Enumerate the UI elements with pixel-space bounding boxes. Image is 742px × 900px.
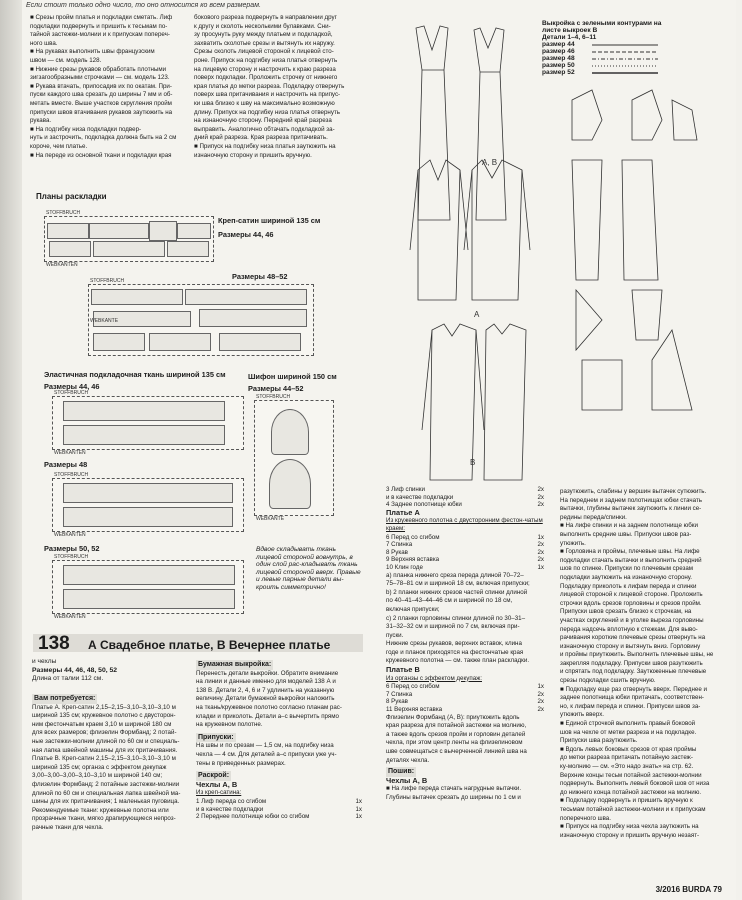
stoffbruch-label: STOFFBRUCH	[90, 278, 125, 284]
pattern-sheet-title: Выкройка с зелеными контурами на листе выкроек В	[542, 20, 662, 34]
piece-quantity: 2x	[537, 690, 544, 698]
cutting-row	[386, 556, 544, 564]
text-line: дний край разреза. Края разреза притачивать.	[194, 134, 328, 142]
stoffbruch-label: STOFFBRUCH	[54, 390, 89, 396]
issue-number: 3/2016	[655, 885, 681, 894]
text-line: выправить. Аналогично обтачать подкладкой за-	[194, 125, 335, 133]
text-line: ■ Вдоль левых боковых срезов от края проймы	[560, 745, 697, 753]
dress-a-extra	[386, 572, 544, 666]
pattern-piece	[63, 565, 235, 585]
pattern-piece	[89, 223, 149, 239]
layout-1-title: Креп-сатин шириной 135 см	[218, 216, 321, 225]
size-line-sample	[590, 42, 660, 48]
size-label: размер 44	[542, 41, 575, 48]
text-line: ного шва.	[30, 39, 58, 47]
cutting-row	[386, 691, 544, 699]
text-line: утюжить вверх.	[560, 711, 605, 719]
text-line: тесьмам потайной застежки-молнии и к припускам	[560, 805, 706, 813]
header-note: Если стоит только одно число, то оно относится ко всем размерам.	[26, 2, 261, 9]
layout-4-sizes: Размеры 48	[44, 460, 88, 469]
instructions-text-left	[30, 14, 188, 159]
materials-section	[32, 694, 190, 894]
text-line: ■ Припуск на подгибку низа чехла заутюжить на	[560, 823, 699, 831]
text-line: 31–32–32 см и шириной по 7 см, включая при-	[386, 623, 520, 631]
cutting-list-continued	[386, 486, 544, 509]
piece-name: 6 Перед со сгибом	[386, 533, 440, 541]
stoffbruch-label: STOFFBRUCH	[256, 394, 291, 400]
piece-name: 6 Перед со сгибом	[386, 683, 440, 691]
text-line: ная лапка швейной машины для их притачивания.	[32, 746, 178, 754]
text-line: ■ Рукава втачать, припосадив их по окатам. При-	[30, 82, 172, 90]
text-line: шве совмещаться с вычерченной линией шва на	[386, 748, 527, 755]
model-suffix: и чехлы	[32, 658, 57, 665]
pattern-piece	[91, 289, 183, 305]
text-line: Припуски шва разутюжить.	[560, 737, 638, 745]
text-line: ку-молнию — см. «Это надо знать» на стр. 62.	[560, 763, 694, 770]
cutting-fabric: Из креп-сатина:	[196, 789, 242, 797]
text-line: Припуски швов срезать близко к строчкам, на	[560, 608, 692, 616]
layout-2-sizes: Размеры 48–52	[232, 272, 288, 281]
size-legend-row	[542, 55, 738, 62]
dress-figures-ab	[410, 20, 534, 310]
text-line: швом — см. модель 128.	[30, 56, 102, 64]
layout-plan-2	[88, 284, 314, 356]
text-line: на изнаночную сторону. Передний край разреза	[194, 117, 332, 125]
text-line: включая припуски;	[386, 605, 440, 613]
text-line: величину. Детали бумажной выкройки наложить	[196, 695, 335, 703]
sewing-subheading: Чехлы А, В	[386, 775, 428, 785]
size-label: размер 52	[542, 69, 575, 76]
layout-plan-1	[44, 216, 214, 262]
piece-name: 2 Переднее полотнище юбки со сгибом	[196, 813, 310, 821]
piece-quantity: 2x	[537, 501, 544, 509]
text-line: 138 В. Детали 2, 4, 6 и 7 удлинить на указанную	[196, 686, 335, 694]
pattern-piece	[63, 507, 233, 527]
text-line: ■ На лифе спинки и на заднем полотнище юбки	[560, 522, 698, 530]
piece-quantity: 1x	[355, 797, 362, 805]
dress-figures-b	[422, 320, 532, 490]
text-line: ■ Нижние срезы рукавов обработать плотными	[30, 65, 167, 73]
text-line: поверх подкладки. Проложить строчку от нижнего	[194, 74, 338, 82]
text-line: Платье В. Креп-сатин 2,15–2,15–3,10–3,10–3,10 м	[32, 755, 176, 763]
text-line: участках скруглений и в уголке выреза горловины	[560, 616, 704, 624]
text-line: Глубины вытачек срезать до ширины по 1 см и	[386, 793, 521, 801]
text-line: вытачки, глубины вытачек заутюжить к линии се-	[560, 505, 702, 513]
webkanten-label: WEBKANTEN	[54, 532, 86, 538]
text-line: Верхние концы тесьм потайной застежки-молнии	[560, 771, 702, 779]
book-spine	[0, 0, 22, 900]
text-line: На швы и по срезам — 1,5 см, на подгибку низа	[196, 742, 334, 750]
text-line: к другу и сколоть несколькими булавками. Сни-	[194, 22, 331, 30]
text-line: Срезы сколоть лицевой стороной к лицевой сто-	[194, 48, 334, 56]
cutting-heading: Раскрой:	[198, 772, 230, 780]
chiffon-title: Шифон шириной 150 см	[248, 372, 337, 381]
text-line: Перенесть детали выкройки. Обратите внимание	[196, 669, 339, 677]
text-line: и спрятать под подкладку. Заутюженные плечевые	[560, 668, 707, 676]
text-line: заднее полотнища юбки притачать, соответствен-	[560, 694, 704, 702]
instructions-text-right	[560, 488, 734, 880]
piece-quantity: 1x	[537, 683, 544, 691]
text-line: рачивания короткие плечевые срезы отвернуть на	[560, 634, 706, 642]
model-meta	[32, 658, 190, 688]
text-line: и проймы приутюжить. Выполнить плечевые швы, не	[560, 651, 714, 659]
text-line: ки шва близко к шву на максимально возможную	[194, 99, 335, 107]
size-legend	[542, 41, 738, 76]
size-line-sample	[590, 63, 660, 69]
cutting-row	[386, 698, 544, 706]
text-line: переда надсечь вплотную к стежкам. Для выво-	[560, 625, 698, 633]
text-line: Платье А. Креп-сатин 2,15–2,15–3,10–3,10–3,10 м	[32, 703, 176, 711]
pattern-text	[196, 670, 362, 729]
materials-heading: Вам потребуется:	[34, 695, 96, 702]
layout-1-sizes: Размеры 44, 46	[218, 230, 274, 239]
piece-quantity: 1x	[537, 533, 544, 541]
text-line: ним фестончатым краем 3,10 м шириной 180 см	[32, 720, 172, 728]
text-line: захватить сколотые срезы и вытянуть их наружу.	[194, 39, 335, 47]
stoffbruch-label: STOFFBRUCH	[54, 554, 89, 560]
piece-name: 8 Рукав	[386, 698, 408, 706]
flizelin-text	[386, 714, 544, 765]
text-line: кладки и приколоть. Детали а–с вычертить прямо	[196, 712, 339, 720]
text-line: ные застежки-молнии длиной по 60 см и специаль-	[32, 737, 180, 745]
pattern-piece	[49, 241, 91, 257]
dress-a-heading: Платье А	[386, 507, 420, 517]
text-line: подкладки стачать вытачки и выполнить средний	[560, 556, 702, 564]
piece-quantity: 2x	[537, 493, 544, 501]
text-line: длину. Припуск на подгибку низа платья отвернуть	[194, 108, 341, 116]
lace-label: Из кружевного полотна с двусторонним фестон-чатым краем:	[386, 517, 543, 532]
pattern-heading: Бумажная выкройка:	[198, 661, 272, 668]
piece-name: 3 Лиф спинки	[386, 486, 425, 493]
cutting-subheading: Чехлы А, В	[196, 779, 238, 789]
text-line: выполнить средние швы. Припуски швов раз-	[560, 530, 692, 538]
text-line: на лицевую сторону и настрочить к краю разреза	[194, 65, 336, 73]
text-line: шириной 135 см; органза с эффектом декупаж	[32, 763, 167, 771]
figure-label-b: В	[470, 458, 476, 467]
model-number: 138	[38, 633, 70, 654]
size-legend-row	[542, 69, 738, 76]
size-legend-row	[542, 62, 738, 69]
piece-name: 1 Лиф переда со сгибом	[196, 797, 267, 805]
text-line: а также вдоль срезов пройм и горловин деталей	[386, 730, 526, 738]
chiffon-sizes: Размеры 44–52	[248, 384, 304, 393]
cutting-list	[196, 798, 362, 821]
size-line-sample	[590, 56, 660, 62]
text-line: рачные ткани для чехла.	[32, 823, 104, 831]
text-line: деталях чехла.	[386, 756, 430, 764]
piece-quantity: 2x	[537, 698, 544, 706]
text-line: тены в приведенных размерах.	[196, 759, 286, 767]
text-line: для всех размеров; флизелин Формбанд; 2 потай-	[32, 729, 177, 737]
text-line: a) планка нижнего среза переда длиной 70–72–	[386, 571, 524, 579]
text-line: до нижнего конца потайной застежки на молнию.	[560, 788, 702, 796]
layout-plan-5	[52, 560, 244, 614]
text-line: изнаночную сторону и пришить вручную.	[194, 151, 312, 159]
text-line: прозрачные ткани, мягко драпирующиеся непроз-	[32, 815, 176, 823]
text-line: по 40–41–43–44–46 см и шириной по 18 см,	[386, 597, 513, 605]
layout-note: Вдвое складывать ткань лицевой стороной вовнутрь, в один слой рас-кладывать ткань лицевой стороной вверх. Правые и левые парные детали вы-кроить симметрично!	[256, 546, 361, 591]
webkanten-label: WEBKANTEN	[54, 450, 86, 456]
pattern-piece	[47, 223, 89, 239]
text-line: на ткань/кружевное полотно согласно планам рас-	[196, 703, 342, 711]
text-line: короче, чем платье.	[30, 142, 88, 150]
piece-name: 7 Спинка	[386, 690, 413, 698]
size-line-sample	[590, 70, 660, 76]
text-line: c) 2 планки горловины спинки длиной по 30–31–	[386, 614, 526, 622]
instructions-text-middle	[194, 14, 364, 159]
piece-quantity: 2x	[537, 548, 544, 556]
text-line: ■ Припуск на подгибку низа платья заутюжить на	[194, 142, 336, 150]
piece-quantity: 1x	[355, 805, 362, 813]
layout-3-title: Эластичная подкладочная ткань шириной 135 см	[44, 370, 226, 379]
size-line-sample	[590, 49, 660, 55]
pattern-pieces-diagram	[562, 80, 712, 440]
text-line: ■ Подкладку подвернуть и пришить вручную к	[560, 797, 693, 805]
cutting-row	[386, 534, 544, 542]
pattern-piece	[185, 289, 307, 305]
cutting-row	[196, 806, 362, 814]
text-line: ■ На переде из основной ткани и подкладки края	[30, 151, 172, 159]
text-line: до метки разреза притачать потайную застеж-	[560, 754, 693, 762]
text-line: зигзагообразными строчками — см. модель 123.	[30, 74, 170, 82]
pattern-piece	[167, 241, 209, 257]
text-line: зу просунуть руку между платьем и подкладкой,	[194, 31, 333, 39]
text-line: изнаночную сторону и пришить вручную незаят-	[560, 831, 700, 839]
text-line: утюжить.	[560, 539, 586, 547]
cutting-row	[386, 564, 544, 572]
dress-b-list	[386, 683, 544, 713]
piece-name: 10 Клин годе	[386, 563, 423, 571]
text-line: кружевного полотна — см. также план раскладки.	[386, 657, 530, 665]
text-line: На переднем и заднем полотнищах юбки стачать	[560, 496, 703, 504]
text-line: срезы подкладки сшить вручную.	[560, 677, 656, 685]
text-line: шины для их притачивания; 1 маленькая пуговица.	[32, 798, 180, 806]
piece-quantity: 1x	[537, 563, 544, 571]
piece-name: и в качестве подкладки	[386, 493, 454, 501]
piece-quantity: 2x	[537, 556, 544, 564]
magazine-page	[22, 0, 736, 900]
text-line: годе и планок приходятся на фестончатые края	[386, 648, 524, 656]
text-line: шов по спинке. Припуски по плечевым срезам	[560, 565, 694, 573]
size-label: размер 50	[542, 62, 575, 69]
text-line: подкладки заутюжить на изнаночную сторону.	[560, 573, 693, 581]
pattern-piece	[93, 333, 145, 351]
text-line: поперечного шва.	[560, 814, 611, 822]
allowance-text	[196, 742, 362, 767]
text-line: чехла, при этом центр ленты на флизелиновом	[386, 739, 523, 747]
text-line: ■ Срезы пройм платья и подкладки сметать. Лиф	[30, 14, 173, 21]
size-label: размер 46	[542, 48, 575, 55]
text-line: ■ Горловина и проймы, плечевые швы. На лифе	[560, 548, 700, 556]
pattern-piece	[63, 589, 235, 609]
text-line: на кружевном полотне.	[196, 721, 263, 729]
text-line: лицевой стороной к лицевой стороне. Проложить	[560, 591, 703, 599]
size-label: размер 48	[542, 55, 575, 62]
text-line: припуски швов втачивания рукавов заутюжить на	[30, 108, 173, 116]
webkanten-label: WEBKANTEN	[46, 262, 78, 268]
pattern-piece	[149, 221, 177, 241]
webkante-label: WEBKANTE	[90, 318, 119, 324]
pattern-piece	[219, 333, 301, 351]
cutting-row	[386, 541, 544, 549]
text-line: строчки вдоль срезов горловины и срезов пройм.	[560, 599, 702, 607]
text-line: b) 2 планки нижних срезов частей спинки длиной	[386, 588, 528, 596]
text-line: пуски каждого шва срезать до ширины 7 мм и об-	[30, 91, 173, 99]
piece-name: и в качестве подкладки	[196, 805, 264, 813]
dress-b-heading: Платье В	[386, 665, 420, 675]
piece-quantity: 1x	[355, 813, 362, 821]
size-legend-row	[542, 41, 738, 48]
text-line: ■ Единой строчкой выполнить правый боковой	[560, 720, 696, 728]
text-line: шириной 135 см; кружевное полотно с двусторон-	[32, 712, 176, 720]
text-line: 3,00–3,00–3,00–3,10–3,10 м шириной 140 см;	[32, 772, 163, 780]
webkanten-label: WEBKANTEN	[54, 614, 86, 620]
cutting-row	[196, 813, 362, 821]
text-line: чехла — 4 см. Для деталей а–с припуски уже уч-	[196, 750, 337, 758]
layout-plan-4	[52, 478, 244, 532]
text-line: закрепляя подкладку. Припуски швов разутюжить	[560, 659, 703, 667]
piece-name: 11 Верхняя вставка	[386, 706, 443, 714]
piece-quantity: 2x	[537, 706, 544, 714]
text-line: края разреза для потайной застежки на молнию,	[386, 722, 527, 730]
text-line: тайной застежки-молнии и к припускам попереч-	[30, 31, 170, 39]
layout-3-sizes: Размеры 44, 46	[44, 382, 100, 391]
text-line: поверх шва притачивания и настрочить на припус-	[194, 91, 341, 99]
text-line: пуски.	[386, 631, 404, 639]
text-line: Рекомендуемые ткани: кружевные полотна или	[32, 806, 169, 814]
text-line: подкладки подвернуть и пришить к тесьмам по-	[30, 22, 168, 30]
text-line: метать вместе. Выше участков скругления пройм	[30, 99, 172, 107]
text-line: ■ На лифе переда стачать нагрудные вытачки.	[386, 785, 522, 793]
text-line: подвернуть. Выполнить левый боковой шов от низа	[560, 780, 710, 788]
layout-plan-3	[52, 396, 244, 450]
text-line: Подкладку приколоть к лифам переда и спинки	[560, 582, 697, 590]
pattern-piece	[63, 425, 225, 445]
pattern-piece	[269, 459, 311, 509]
sewing-text	[386, 785, 544, 801]
pattern-section	[196, 660, 362, 896]
text-line: изнаночную сторону и вытянуть вниз. Горловину	[560, 642, 701, 650]
text-line: ■ Подкладку еще раз отвернуть вверх. Переднее и	[560, 685, 707, 693]
text-line: 75–78–81 см и шириной 18 см, включая припуски;	[386, 580, 530, 588]
model-title: А Свадебное платье, В Вечернее платье	[88, 638, 331, 652]
figure-label-ab: А, В	[482, 158, 498, 167]
text-line: Флизелин Формбанд (А, В): приутюжить вдоль	[386, 713, 520, 721]
cutting-row	[196, 798, 362, 806]
pattern-piece	[63, 483, 233, 503]
text-line: рукава.	[30, 117, 52, 125]
text-line: Нижние срезы рукавов, верхних вставок, клина	[386, 640, 522, 648]
layout-5-sizes: Размеры 50, 52	[44, 544, 100, 553]
text-line: редины переда/спинки.	[560, 513, 627, 521]
cutting-row	[386, 486, 544, 494]
pattern-piece	[177, 223, 211, 239]
text-line: разутюжить, слабины у вершин вытачек сутюжить.	[560, 488, 707, 495]
piece-name: 8 Рукав	[386, 548, 408, 556]
text-line: флизелин Формбанд; 2 потайные застежки-молнии	[32, 780, 180, 788]
chiffon-layout-plan	[254, 400, 334, 516]
cutting-row	[386, 706, 544, 714]
stoffbruch-label: STOFFBRUCH	[46, 210, 81, 216]
stoffbruch-label: STOFFBRUCH	[54, 472, 89, 478]
text-line: ■ На подгибку низа подкладки подвер-	[30, 125, 142, 133]
cutting-row	[386, 683, 544, 691]
model-sizes: Размеры 44, 46, 48, 50, 52	[32, 666, 118, 674]
organza-label: Из органзы с эффектом декупаж:	[386, 674, 482, 682]
piece-name: 7 Спинка	[386, 541, 413, 549]
model-length: Длина от талии 112 см.	[32, 675, 104, 683]
text-line: на линии и данные именно для моделей 138 А и	[196, 678, 336, 686]
size-legend-row	[542, 48, 738, 55]
pattern-piece	[199, 309, 307, 327]
page-footer	[656, 885, 722, 894]
webkante-label: WEBKANTE	[256, 516, 285, 522]
text-line: длиной по 60 см и специальная лапка швейной ма-	[32, 789, 181, 797]
pattern-piece	[149, 333, 211, 351]
piece-name: 4 Заднее полотнище юбки	[386, 501, 462, 509]
cutting-row	[386, 549, 544, 557]
text-line: бокового разреза подвернуть в направлении друг	[194, 14, 337, 21]
pattern-sheet-info	[542, 20, 738, 490]
pattern-piece	[271, 409, 309, 455]
piece-quantity: 2x	[537, 486, 544, 493]
pattern-details: Детали 1–4, 6–11	[542, 34, 597, 41]
brand-name: BURDA	[682, 885, 711, 894]
instructions-text-third	[386, 486, 544, 896]
text-line: края платья до метки разреза. Подкладку отвернуть	[194, 82, 345, 90]
pattern-piece	[63, 401, 225, 421]
text-line: шов на чехле от метки разреза и на подкладке.	[560, 728, 697, 736]
page-number: 79	[713, 885, 722, 894]
piece-name: 9 Верхняя вставка	[386, 556, 440, 564]
allowance-heading: Припуски:	[198, 733, 234, 741]
cutting-row	[386, 494, 544, 502]
materials-text	[32, 704, 190, 832]
figure-label-a: А	[474, 310, 480, 319]
layout-title: Планы раскладки	[36, 192, 107, 201]
pattern-piece	[93, 241, 165, 257]
text-line: роне. Припуск на подгибку низа платья отвернуть	[194, 56, 338, 64]
text-line: нуть и застрочить, подкладка должна быть на 2 см	[30, 134, 177, 142]
dress-a-list	[386, 534, 544, 572]
text-line: ■ На рукавах выполнить швы французским	[30, 48, 155, 56]
piece-quantity: 2x	[537, 541, 544, 549]
text-line: но, к лифам переда и спинки. Припуски швов за-	[560, 702, 701, 710]
sewing-heading: Пошив:	[388, 768, 415, 776]
